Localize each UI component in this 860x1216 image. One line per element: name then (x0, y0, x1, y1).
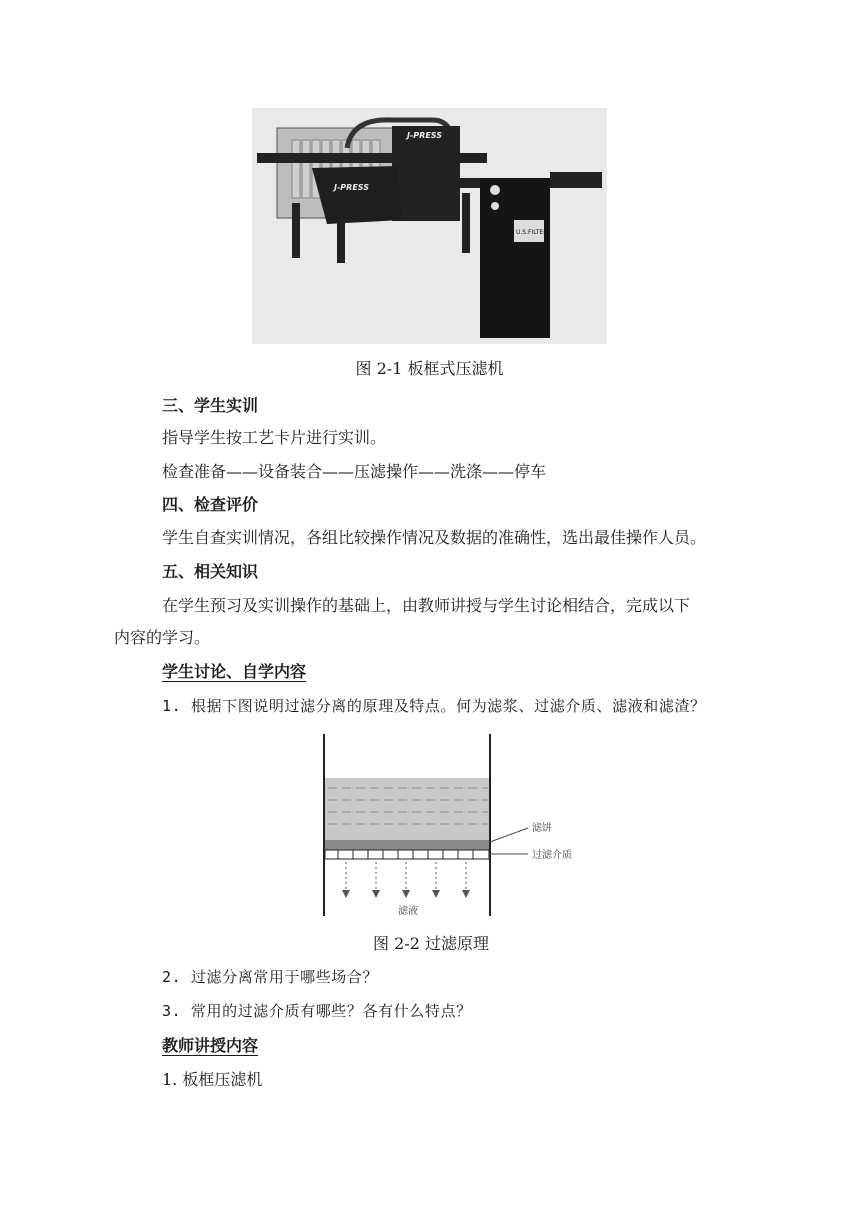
label-filter-cake: 滤饼 (532, 823, 552, 834)
question-3: 3. 常用的过滤介质有哪些？各有什么特点？ (162, 1002, 472, 1020)
figure-2-2-caption: 图 2-2 过滤原理 (373, 934, 489, 953)
filtration-diagram (316, 732, 596, 920)
panel-label: U.S.FILTER (516, 229, 548, 236)
section-3-line-2: 检查准备——设备装合——压滤操作——洗涤——停车 (162, 462, 547, 481)
label-filtrate: 滤液 (398, 906, 418, 917)
question-2: 2. 过滤分离常用于哪些场合？ (162, 968, 379, 986)
section-3-line-1: 指导学生按工艺卡片进行实训。 (162, 428, 387, 447)
cake-leader-line (490, 828, 528, 842)
flow-arrow (342, 890, 350, 898)
section-5-paragraph-line-1: 在学生预习及实训操作的基础上，由教师讲授与学生讨论相结合，完成以下 (162, 596, 691, 615)
discussion-heading: 学生讨论、自学内容 (162, 662, 307, 681)
teacher-heading: 教师讲授内容 (162, 1036, 259, 1055)
figure-2-1-caption: 图 2-1 板框式压滤机 (355, 359, 504, 378)
logo-front: J-PRESS (334, 183, 370, 192)
section-3-heading: 三、学生实训 (162, 396, 259, 415)
flow-arrow (432, 890, 440, 898)
section-5-paragraph-line-2: 内容的学习。 (114, 628, 211, 647)
filter-medium (325, 850, 489, 859)
filter-press-illustration (252, 108, 607, 344)
flow-arrow (462, 890, 470, 898)
flow-arrow (402, 890, 410, 898)
filter-cake (325, 840, 489, 850)
question-1: 1. 根据下图说明过滤分离的原理及特点。何为滤浆、过滤介质、滤液和滤渣？ (162, 697, 706, 715)
filter-press-photo (252, 108, 607, 344)
section-4-line-1: 学生自查实训情况，各组比较操作情况及数据的准确性，选出最佳操作人员。 (162, 528, 707, 547)
logo-top: J-PRESS (407, 131, 443, 140)
flow-arrow (372, 890, 380, 898)
teacher-item-1: 1. 板框压滤机 (162, 1070, 263, 1089)
slurry (325, 778, 489, 840)
section-5-heading: 五、相关知识 (162, 562, 259, 581)
label-filter-medium: 过滤介质 (532, 850, 572, 861)
section-4-heading: 四、检查评价 (162, 495, 259, 514)
